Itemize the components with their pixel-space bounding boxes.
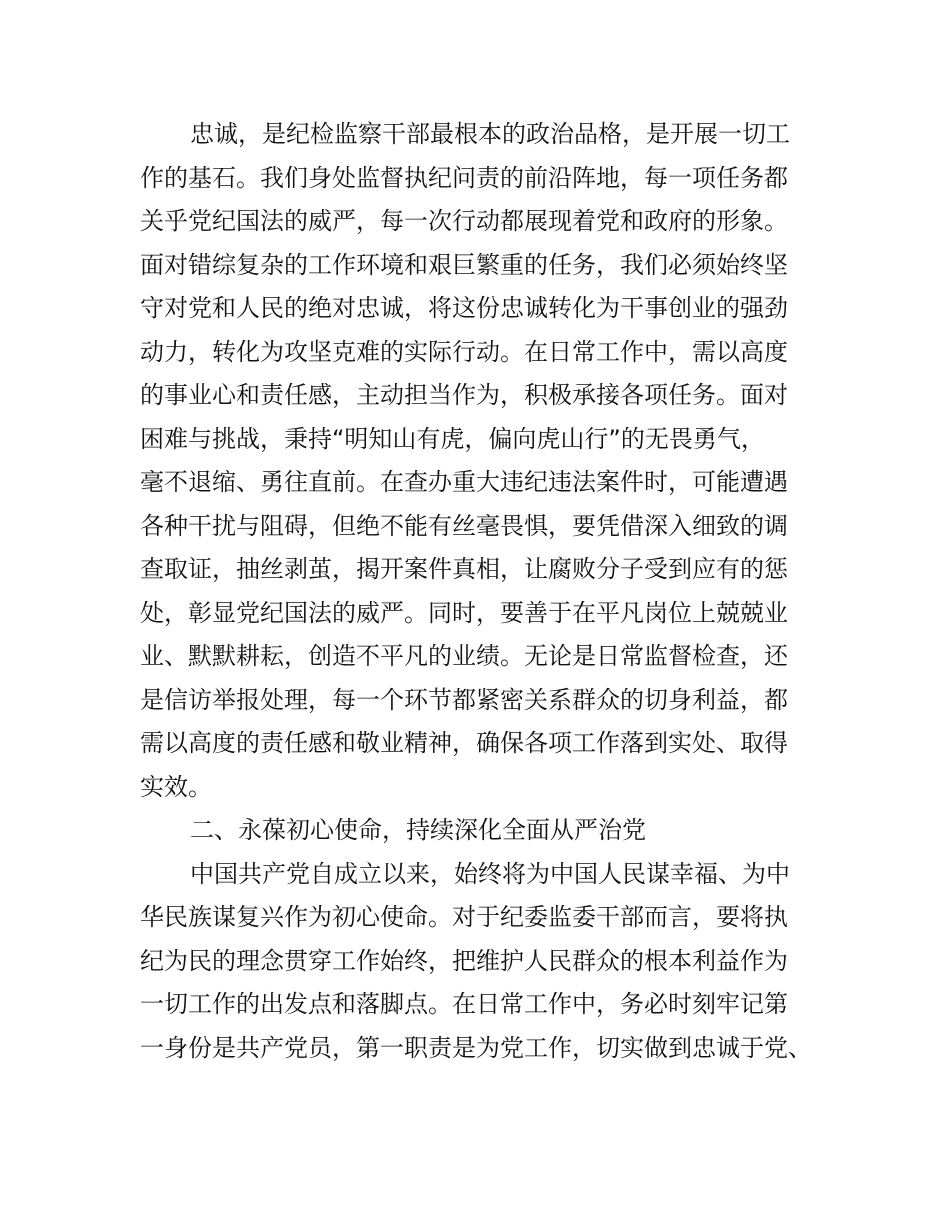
document-body — [140, 113, 830, 1070]
paragraph-line: 忠诚，是纪检监察干部最根本的政治品格，是开展一切工 — [190, 120, 790, 148]
paragraph-line: 实效。 — [140, 772, 212, 801]
paragraph-line: 纪为民的理念贯穿工作始终，把维护人民群众的根本利益作为 — [140, 946, 788, 975]
paragraph-loyalty — [140, 113, 830, 809]
paragraph-line: 作的基石。我们身处监督执纪问责的前沿阵地，每一项任务都 — [140, 163, 788, 192]
paragraph-line: 各种干扰与阻碍，但绝不能有丝毫畏惧，要凭借深入细致的调 — [140, 511, 788, 540]
paragraph-line: 是信访举报处理，每一个环节都紧密关系群众的切身利益，都 — [140, 685, 788, 714]
paragraph-line: 面对错综复杂的工作环境和艰巨繁重的任务，我们必须始终坚 — [140, 250, 788, 279]
paragraph-line: 业、默默耕耘，创造不平凡的业绩。无论是日常监督检查，还 — [140, 642, 788, 670]
paragraph-line: 华民族谋复兴作为初心使命。对于纪委监委干部而言，要将执 — [140, 903, 788, 931]
paragraph-line: 处，彰显党纪国法的威严。同时，要善于在平凡岗位上兢兢业 — [140, 598, 788, 627]
paragraph-line: 守对党和人民的绝对忠诚，将这份忠诚转化为干事创业的强劲 — [140, 294, 788, 322]
paragraph-line: 困难与挑战，秉持“明知山有虎，偏向虎山行”的无畏勇气， — [140, 424, 765, 453]
paragraph-line: 的事业心和责任感，主动担当作为，积极承接各项任务。面对 — [140, 381, 788, 409]
paragraph-line: 一切工作的出发点和落脚点。在日常工作中，务必时刻牢记第 — [140, 990, 788, 1018]
paragraph-line: 中国共产党自成立以来，始终将为中国人民谋幸福、为中 — [190, 859, 790, 888]
paragraph-line: 查取证，抽丝剥茧，揭开案件真相，让腐败分子受到应有的惩 — [140, 555, 788, 583]
paragraph-line: 动力，转化为攻坚克难的实际行动。在日常工作中，需以高度 — [140, 337, 788, 366]
section-heading: 二、永葆初心使命，持续深化全面从严治党 — [190, 816, 646, 844]
paragraph-line: 一身份是共产党员，第一职责是为党工作，切实做到忠诚于党、 — [140, 1033, 812, 1062]
paragraph-line: 关乎党纪国法的威严，每一次行动都展现着党和政府的形象。 — [140, 207, 788, 235]
paragraph-mission — [140, 853, 830, 1071]
paragraph-line: 需以高度的责任感和敬业精神，确保各项工作落到实处、取得 — [140, 729, 788, 757]
paragraph-line: 毫不退缩、勇往直前。在查办重大违纪违法案件时，可能遭遇 — [140, 468, 788, 496]
